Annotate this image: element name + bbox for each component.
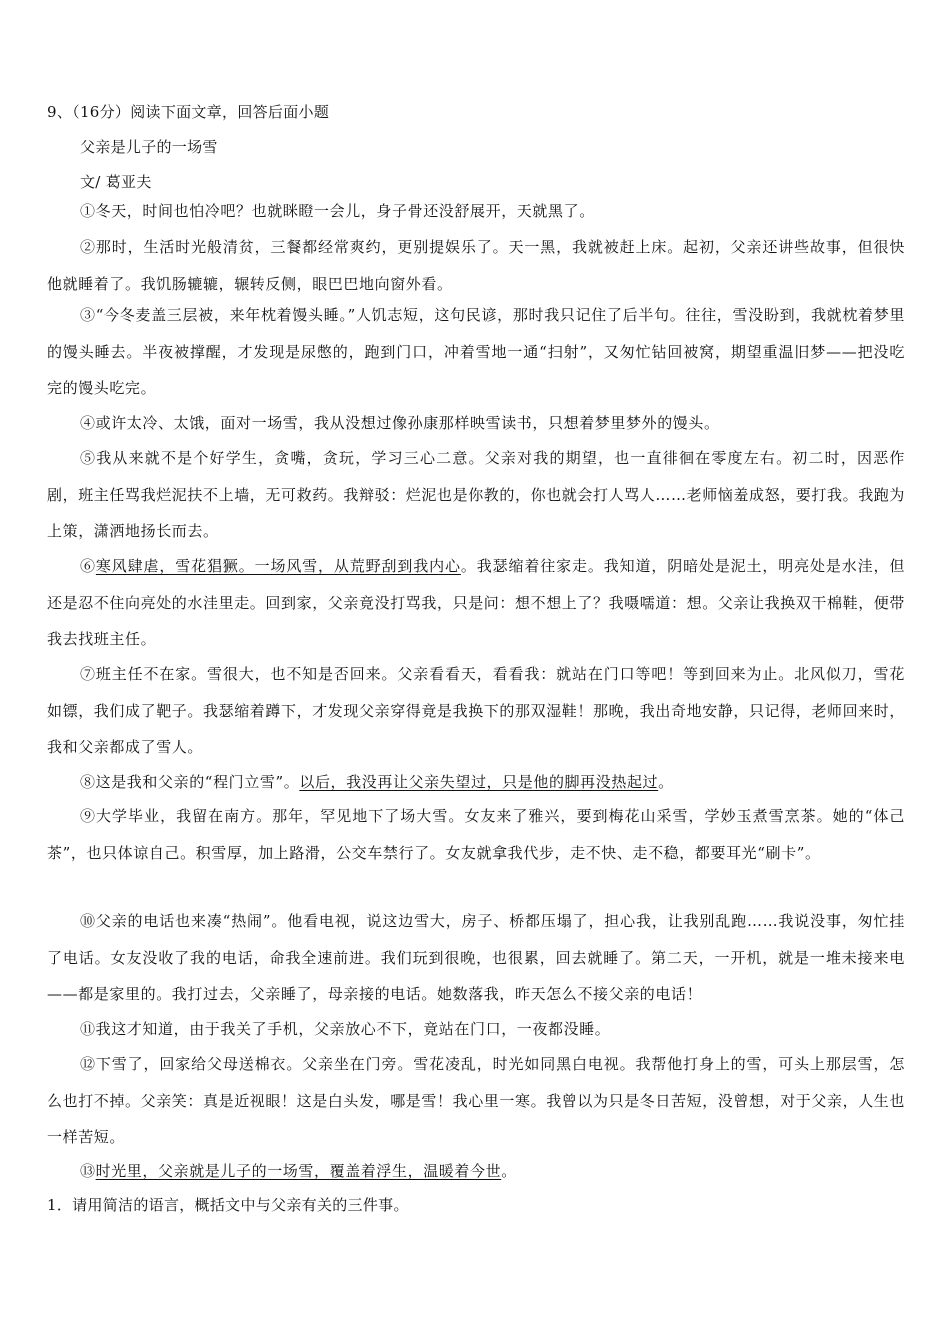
paragraph-8-end: 。 bbox=[658, 773, 674, 791]
paragraph-6-underlined: 寒风肆虐，雪花猖獗。一场风雪，从荒野刮到我内心 bbox=[95, 557, 461, 575]
article-author: 文/ 葛亚夫 bbox=[80, 173, 152, 191]
paragraph-3: ③“今冬麦盖三层被，来年枕着馒头睡。”人饥志短，这句民谚，那时我只记住了后半句。往往，雪没盼到，我就枕着梦里的馒头睡去。半夜被撑醒，才发现是尿憋的，跑到门口，冲着雪地一通“扫射”，又匆忙钻回被窝，期望重温旧梦——把没吃完的馒头吃完。 bbox=[47, 306, 905, 397]
paragraph-7: ⑦班主任不在家。雪很大，也不知是否回来。父亲看看天，看看我：就站在门口等吧！等到回来为止。北风似刀，雪花如镖，我们成了靶子。我瑟缩着蹲下，才发现父亲穿得竟是我换下的那双湿鞋！那晚，我出奇地安静，只记得，老师回来时，我和父亲都成了雪人。 bbox=[47, 665, 906, 756]
article-title: 父亲是儿子的一场雪 bbox=[80, 138, 218, 156]
paragraph-6 bbox=[47, 548, 905, 658]
paragraph-13-mark: ⑬ bbox=[80, 1162, 96, 1180]
paragraph-8-start: ⑧这是我和父亲的“程门立雪”。 bbox=[80, 773, 300, 791]
paragraph-13-underlined: 时光里，父亲就是儿子的一场雪，覆盖着浮生，温暖着今世 bbox=[95, 1162, 502, 1180]
paragraph-4: ④或许太冷、太饿，面对一场雪，我从没想过像孙康那样映雪读书，只想着梦里梦外的馒头。 bbox=[80, 414, 720, 432]
paragraph-8-underlined: 以后，我没再让父亲失望过，只是他的脚再没热起过 bbox=[299, 773, 659, 791]
paragraph-11: ⑪我这才知道，由于我关了手机，父亲放心不下，竟站在门口，一夜都没睡。 bbox=[80, 1020, 611, 1038]
paragraph-13 bbox=[47, 1153, 905, 1190]
paragraph-12: ⑫下雪了，回家给父母送棉衣。父亲坐在门旁。雪花凌乱，时光如同黑白电视。我帮他打身上的雪，可头上那层雪，怎么也打不掉。父亲笑：真是近视眼！这是白头发，哪是雪！我心里一寒。我曾以为只是冬日苦短，没曾想，对于父亲，人生也一样苦短。 bbox=[47, 1055, 906, 1146]
paragraph-8 bbox=[47, 764, 905, 801]
paragraph-2: ②那时，生活时光般清贫，三餐都经常爽约，更别提娱乐了。天一黑，我就被赶上床。起初，父亲还讲些故事，但很快他就睡着了。我饥肠辘辘，辗转反侧，眼巴巴地向窗外看。 bbox=[47, 238, 905, 293]
paragraph-5: ⑤我从来就不是个好学生，贪嘴，贪玩，学习三心二意。父亲对我的期望，也一直徘徊在零度左右。初二时，因恶作剧，班主任骂我烂泥扶不上墙，无可救药。我辩驳：烂泥也是你教的，你也就会打人骂人……老师恼羞成怒，要打我。我跑为上策，潇洒地扬长而去。 bbox=[47, 449, 906, 540]
question-header: 9、（16分）阅读下面文章，回答后面小题 bbox=[47, 103, 330, 121]
paragraph-1: ①冬天，时间也怕冷吧？也就眯瞪一会儿，身子骨还没舒展开，天就黑了。 bbox=[80, 202, 595, 220]
paragraph-6-mark: ⑥ bbox=[80, 557, 96, 575]
paragraph-9: ⑨大学毕业，我留在南方。那年，罕见地下了场大雪。女友来了雅兴，要到梅花山采雪，学妙玉煮雪烹茶。她的“体己茶”，也只体谅自己。积雪厚，加上路滑，公交车禁行了。女友就拿我代步，走不快、走不稳，都要耳光“刷卡”。 bbox=[47, 807, 905, 862]
paragraph-10: ⑩父亲的电话也来凑“热闹”。他看电视，说这边雪大，房子、桥都压塌了，担心我，让我别乱跑……我说没事，匆忙挂了电话。女友没收了我的电话，命我全速前进。我们玩到很晚，也很累，回去就睡了。第二天，一开机，就是一堆未接来电——都是家里的。我打过去，父亲睡了，母亲接的电话。她数落我，昨天怎么不接父亲的电话！ bbox=[47, 912, 905, 1003]
paragraph-6-rest: 。我瑟缩着往家走。我知道，阴暗处是泥土，明亮处是水洼，但还是忍不住向亮处的水洼里走。回到家，父亲竟没打骂我，只是问：想不想上了？我嗫嚅道：想。父亲让我换双干棉鞋，便带我去找班主任。 bbox=[47, 557, 906, 648]
paragraph-13-end: 。 bbox=[501, 1162, 517, 1180]
sub-question-1: 1．请用简洁的语言，概括文中与父亲有关的三件事。 bbox=[47, 1196, 409, 1214]
